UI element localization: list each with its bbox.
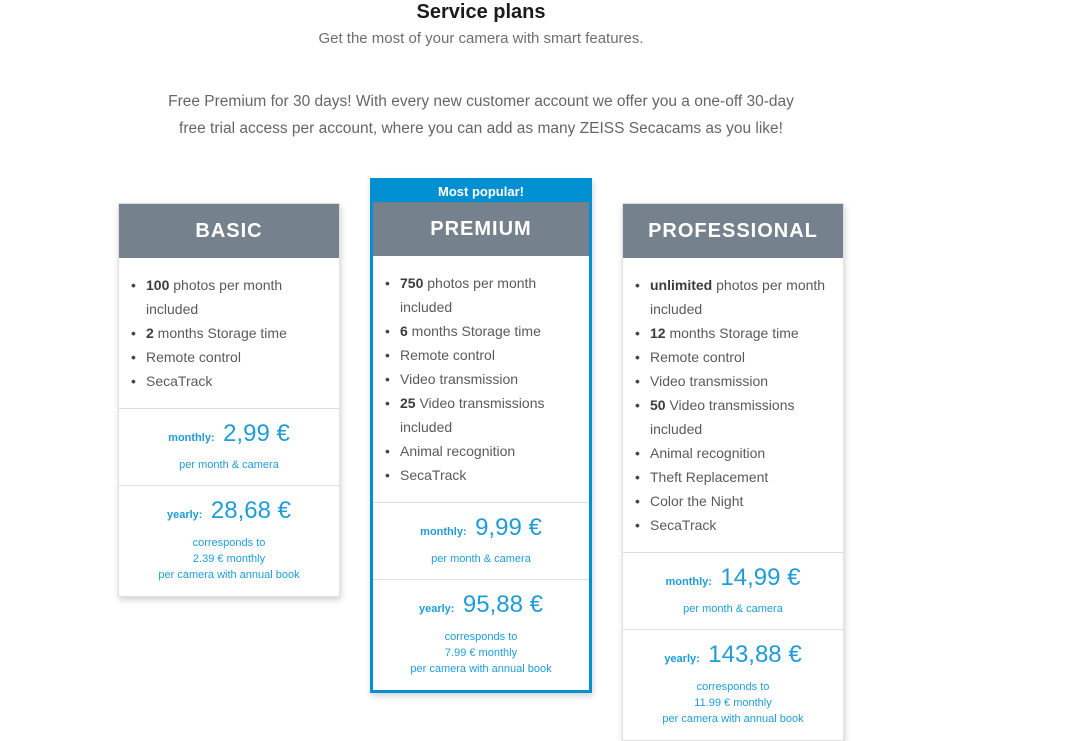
yearly-note-1: corresponds to [444, 631, 518, 643]
monthly-price-value: 2,99 € [223, 420, 290, 447]
plan-card-premium [370, 178, 592, 693]
yearly-price-block [119, 485, 339, 596]
feature-item: • SecaTrack [383, 463, 583, 487]
plan-header-basic: BASIC [119, 204, 339, 258]
yearly-note-3: per camera with annual book [410, 663, 552, 675]
yearly-price-value: 143,88 € [708, 641, 802, 668]
yearly-note-1: corresponds to [192, 537, 266, 549]
yearly-note-2: 2.39 € monthly [192, 553, 266, 565]
monthly-price-block [623, 552, 843, 629]
feature-item: • 2 months Storage time [129, 321, 333, 345]
plan-header-professional: PROFESSIONAL [623, 204, 843, 258]
monthly-price-line [125, 419, 333, 453]
yearly-price-line [379, 590, 583, 624]
feature-item: • Video transmission [633, 369, 837, 393]
yearly-note-3: per camera with annual book [662, 713, 804, 725]
feature-item: • Video transmission [383, 367, 583, 391]
monthly-price-line [379, 513, 583, 547]
yearly-price-block [373, 579, 589, 690]
feature-item: • 12 months Storage time [633, 321, 837, 345]
feature-item: • Remote control [633, 345, 837, 369]
plan-header-premium: PREMIUM [373, 202, 589, 256]
yearly-label: yearly: [664, 653, 700, 665]
feature-item: • unlimited photos per month included [633, 273, 837, 321]
plan-card-basic [118, 203, 340, 597]
features-list-professional [623, 258, 843, 552]
promo-text [0, 88, 962, 142]
monthly-price-line [629, 563, 837, 597]
feature-item: • Theft Replacement [633, 465, 837, 489]
feature-item: • SecaTrack [633, 513, 837, 537]
monthly-price-value: 9,99 € [475, 514, 542, 541]
monthly-price-note: per month & camera [179, 459, 279, 471]
monthly-price-block [119, 408, 339, 485]
monthly-label: monthly: [665, 576, 712, 588]
feature-item: • SecaTrack [129, 369, 333, 393]
monthly-label: monthly: [168, 432, 215, 444]
yearly-note-1: corresponds to [696, 681, 770, 693]
feature-item: • Remote control [383, 343, 583, 367]
yearly-price-line [629, 640, 837, 674]
feature-item: • 100 photos per month included [129, 273, 333, 321]
monthly-price-note: per month & camera [431, 553, 531, 565]
yearly-label: yearly: [166, 509, 203, 521]
monthly-price-block [373, 502, 589, 579]
most-popular-badge: Most popular! [373, 181, 589, 202]
feature-item: • Remote control [129, 345, 333, 369]
features-list-basic [119, 258, 339, 408]
monthly-price-value: 14,99 € [720, 564, 801, 591]
yearly-price-value: 95,88 € [462, 591, 543, 618]
features-list-premium [373, 256, 589, 502]
promo-line-1: Free Premium for 30 days! With every new customer account we offer you a one-off 30-day [168, 93, 794, 110]
feature-item: • Animal recognition [383, 439, 583, 463]
yearly-note-2: 7.99 € monthly [444, 647, 518, 659]
feature-item: • 25 Video transmissions included [383, 391, 583, 439]
page-title: Service plans [416, 1, 546, 23]
feature-item: • Color the Night [633, 489, 837, 513]
monthly-label: monthly: [420, 526, 467, 538]
plan-card-professional [622, 203, 844, 741]
feature-item: • 6 months Storage time [383, 319, 583, 343]
plans-row [0, 178, 962, 741]
page-subtitle: Get the most of your camera with smart features. [318, 30, 644, 47]
feature-item: • 750 photos per month included [383, 271, 583, 319]
yearly-note-3: per camera with annual book [158, 569, 300, 581]
yearly-note-2: 11.99 € monthly [694, 697, 772, 709]
feature-item: • Animal recognition [633, 441, 837, 465]
monthly-price-note: per month & camera [683, 603, 783, 615]
yearly-label: yearly: [418, 603, 455, 615]
promo-line-2: free trial access per account, where you can add as many ZEISS Secacams as you like! [179, 120, 783, 137]
feature-item: • 50 Video transmissions included [633, 393, 837, 441]
yearly-price-line [125, 496, 333, 530]
yearly-price-value: 28,68 € [210, 497, 291, 524]
yearly-price-block [623, 629, 843, 740]
